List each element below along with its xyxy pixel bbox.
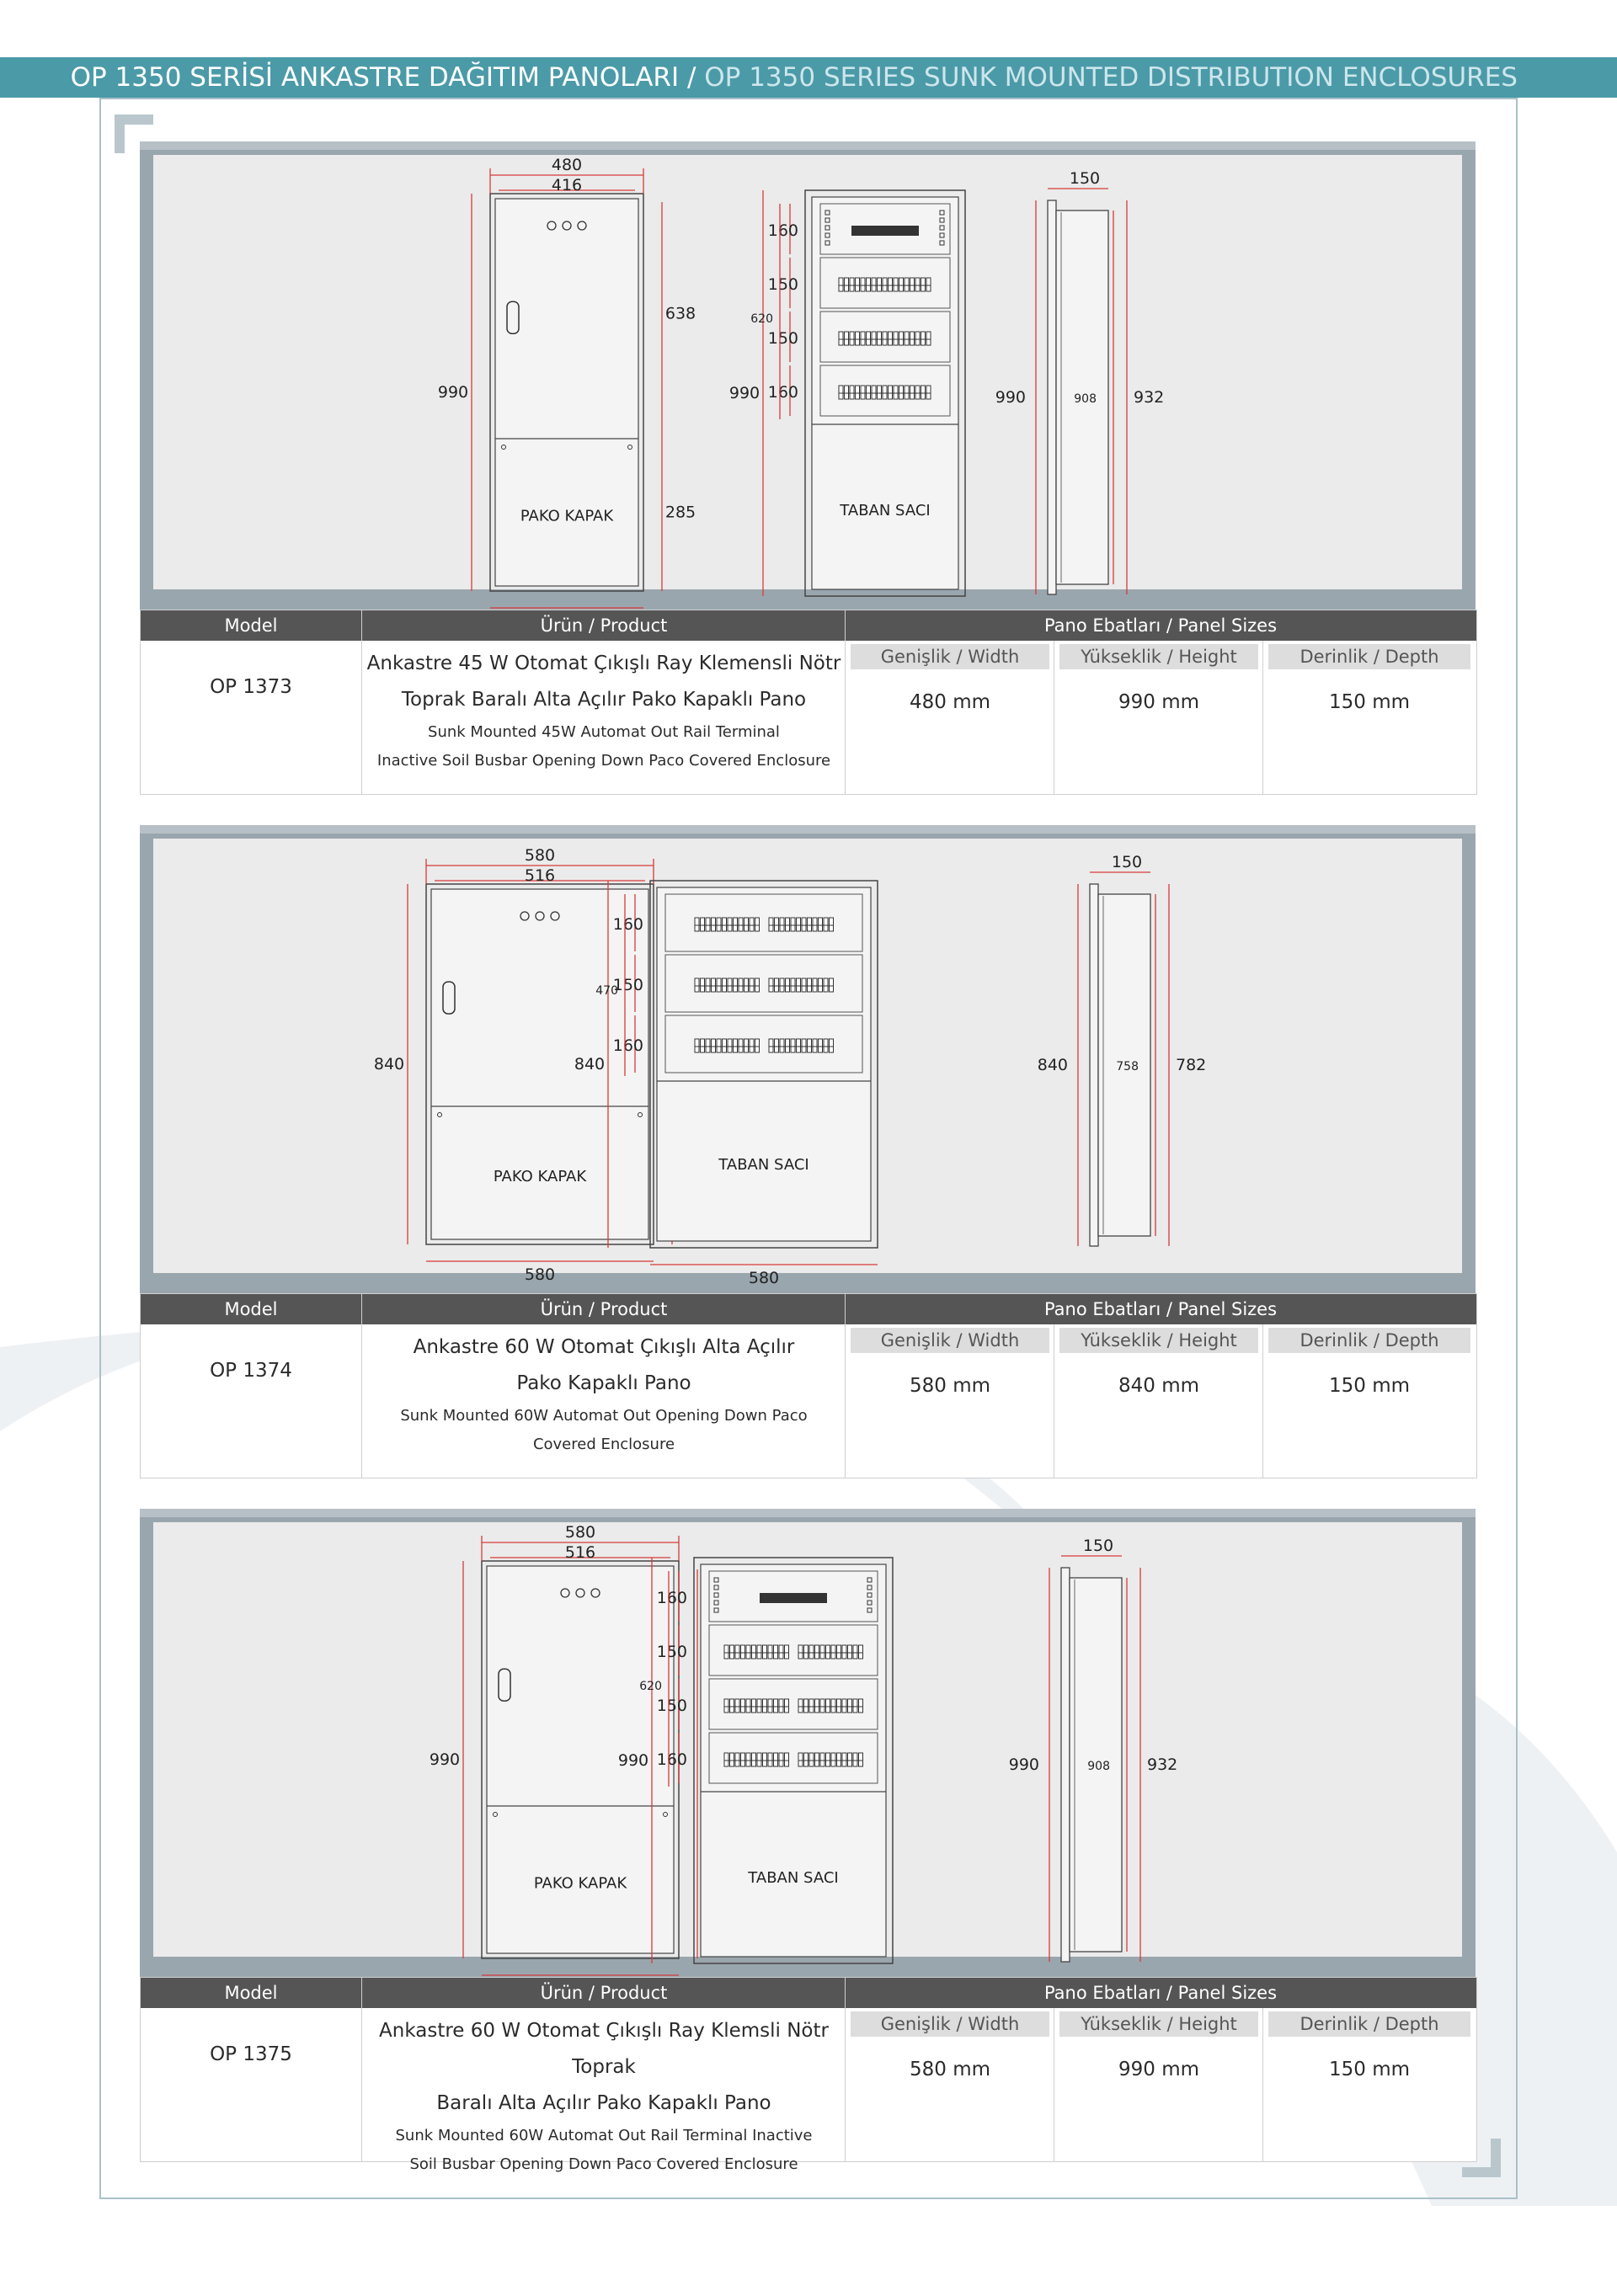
dim-inner-height: 990 (728, 384, 760, 402)
product-name-en-2: Inactive Soil Busbar Opening Down Paco Covered Enclosure (376, 752, 831, 770)
dim-inner-row: 160 (656, 1750, 687, 1769)
dim-inner-row: 150 (656, 1697, 687, 1715)
dim-inner-sub: 470 (595, 983, 618, 998)
dim-front-width: 580 (564, 1523, 596, 1542)
dim-side-outer: 782 (1176, 1056, 1207, 1074)
sub-header-width: Genişlik / Width (851, 1328, 1049, 1353)
dim-inner-bottom: 580 (748, 1269, 780, 1287)
dim-front-height: 990 (429, 1750, 461, 1769)
header-model: Model (224, 1983, 278, 2003)
model-cell: OP 1374 (210, 1360, 292, 1382)
dim-side-depth: 150 (1111, 853, 1143, 871)
header-product: Ürün / Product (540, 615, 668, 636)
dim-inner-row: 150 (767, 329, 798, 348)
dim-front-cover: 285 (664, 503, 696, 522)
drawing-group (438, 156, 1164, 610)
technical-drawing (140, 141, 1476, 610)
dim-inner-height: 840 (574, 1055, 606, 1073)
product-name-en-2: Covered Enclosure (532, 1436, 675, 1453)
dim-front-inner-width: 516 (524, 866, 556, 885)
model-cell: OP 1375 (210, 2043, 292, 2065)
col-divider (845, 1978, 846, 2161)
header-product: Ürün / Product (540, 1983, 668, 2003)
product-name-tr-2: Toprak Baralı Alta Açılır Pako Kapaklı Pano (401, 689, 807, 711)
side-view (1038, 853, 1207, 1246)
technical-drawing (140, 825, 1476, 1293)
dim-front-inner-width: 416 (551, 176, 583, 194)
height-value: 990 mm (1118, 2059, 1200, 2080)
dim-inner-row: 160 (612, 1036, 643, 1055)
dim-inner-row: 160 (612, 915, 643, 934)
sub-header-height: Yükseklik / Height (1059, 2011, 1258, 2037)
header-sizes: Pano Ebatları / Panel Sizes (1043, 1299, 1278, 1319)
col-divider (1262, 1324, 1263, 1478)
sub-header-width: Genişlik / Width (851, 644, 1049, 669)
front-view (374, 846, 706, 1284)
dim-inner-row: 160 (656, 1589, 687, 1607)
spec-table-header (141, 1294, 1476, 1324)
front-view (438, 156, 696, 610)
col-divider (845, 1294, 846, 1478)
dim-inner-row: 150 (612, 976, 643, 994)
spec-table (140, 1977, 1477, 2173)
cover-label: PAKO KAPAK (493, 1168, 587, 1185)
col-divider (361, 1978, 362, 2161)
dim-inner-row: 150 (767, 275, 798, 294)
title-tr: OP 1350 SERİSİ ANKASTRE DAĞITIM PANOLARI (70, 62, 680, 93)
col-divider (845, 610, 846, 794)
col-divider (361, 1294, 362, 1478)
dim-side-outer: 932 (1134, 388, 1165, 407)
width-value: 480 mm (909, 691, 991, 713)
inner-view (729, 190, 965, 610)
product-cell (363, 2013, 845, 2179)
dim-front-width: 480 (551, 156, 583, 174)
dim-side-inner: 758 (1116, 1060, 1139, 1073)
dim-side-inner: 908 (1087, 1760, 1110, 1773)
side-view (995, 169, 1165, 594)
sub-header-height: Yükseklik / Height (1059, 644, 1258, 669)
model-cell: OP 1373 (210, 676, 292, 698)
dim-front-bottom: 580 (524, 1265, 556, 1284)
product-name-tr-2: Pako Kapaklı Pano (516, 1372, 691, 1394)
header-model: Model (224, 615, 278, 636)
col-divider (361, 610, 362, 794)
base-label: TABAN SACI (718, 1156, 809, 1174)
title-separator: / (679, 62, 705, 93)
dim-side-inner: 908 (1074, 392, 1097, 406)
cover-label: PAKO KAPAK (533, 1874, 627, 1893)
dim-side-height: 990 (1008, 1755, 1039, 1774)
dim-front-door: 638 (664, 304, 696, 323)
drawing-panel (140, 141, 1476, 610)
dim-side-height: 840 (1037, 1056, 1068, 1074)
dim-front-inner-width: 516 (564, 1543, 596, 1562)
base-label: TABAN SACI (748, 1869, 839, 1887)
product-cell (363, 1329, 845, 1459)
dim-front-height: 840 (373, 1055, 405, 1073)
height-value: 990 mm (1118, 691, 1200, 713)
dim-inner-sub: 620 (639, 1679, 662, 1693)
product-name-en-2: Soil Busbar Opening Down Paco Covered Enclosure (409, 2155, 798, 2173)
base-label: TABAN SACI (840, 502, 931, 519)
dim-side-depth: 150 (1082, 1537, 1114, 1555)
product-name-en-1: Sunk Mounted 60W Automat Out Opening Down Paco (400, 1407, 808, 1425)
sub-header-height: Yükseklik / Height (1059, 1328, 1258, 1353)
product-name-tr-1: Ankastre 60 W Otomat Çıkışlı Ray Klemsli Nötr Toprak (379, 2020, 829, 2078)
header-product: Ürün / Product (540, 1299, 668, 1319)
header-sizes: Pano Ebatları / Panel Sizes (1043, 615, 1278, 636)
spec-table-header (141, 610, 1476, 641)
depth-value: 150 mm (1328, 1375, 1411, 1397)
product-name-en-1: Sunk Mounted 45W Automat Out Rail Terminal (428, 723, 780, 741)
dim-inner-row: 160 (767, 383, 798, 402)
drawing-group (374, 846, 1206, 1287)
dim-side-depth: 150 (1069, 169, 1101, 188)
width-value: 580 mm (909, 2059, 991, 2080)
cover-label: PAKO KAPAK (520, 507, 614, 525)
side-view (1009, 1537, 1178, 1962)
sub-header-depth: Derinlik / Depth (1268, 2011, 1470, 2037)
product-name-tr-2: Baralı Alta Açılır Pako Kapaklı Pano (436, 2092, 771, 2114)
header-sizes: Pano Ebatları / Panel Sizes (1043, 1983, 1278, 2003)
drawing-group (430, 1523, 1177, 1977)
page-header (0, 57, 1617, 98)
depth-value: 150 mm (1328, 2059, 1411, 2080)
technical-drawing (140, 1509, 1476, 1977)
dim-inner-row: 150 (656, 1643, 687, 1661)
drawing-panel (140, 1509, 1476, 1977)
col-divider (1262, 2008, 1263, 2161)
dim-side-height: 990 (995, 388, 1026, 407)
product-cell (363, 646, 845, 775)
dim-inner-row: 160 (767, 221, 798, 240)
col-divider (1262, 641, 1263, 794)
sub-header-depth: Derinlik / Depth (1268, 1328, 1470, 1353)
depth-value: 150 mm (1328, 691, 1411, 713)
height-value: 840 mm (1118, 1375, 1200, 1397)
page-title (71, 62, 1518, 93)
spec-table (140, 610, 1477, 795)
dim-inner-height: 990 (617, 1751, 649, 1770)
dim-inner-sub: 620 (750, 312, 773, 326)
spec-table (140, 1293, 1477, 1478)
dim-side-outer: 932 (1147, 1755, 1178, 1774)
product-name-tr-1: Ankastre 45 W Otomat Çıkışlı Ray Klemensli Nötr (366, 653, 841, 674)
dim-front-height: 990 (437, 383, 469, 402)
width-value: 580 mm (909, 1375, 991, 1397)
header-model: Model (224, 1299, 278, 1319)
title-en: OP 1350 SERIES SUNK MOUNTED DISTRIBUTION ENCLOSURES (704, 62, 1518, 93)
drawing-panel (140, 825, 1476, 1293)
sub-header-depth: Derinlik / Depth (1268, 644, 1470, 669)
spec-table-header (141, 1978, 1476, 2008)
sub-header-width: Genişlik / Width (851, 2011, 1049, 2037)
dim-front-width: 580 (524, 846, 556, 865)
product-name-en-1: Sunk Mounted 60W Automat Out Rail Terminal Inactive (395, 2127, 813, 2144)
product-name-tr-1: Ankastre 60 W Otomat Çıkışlı Alta Açılır (413, 1336, 795, 1358)
